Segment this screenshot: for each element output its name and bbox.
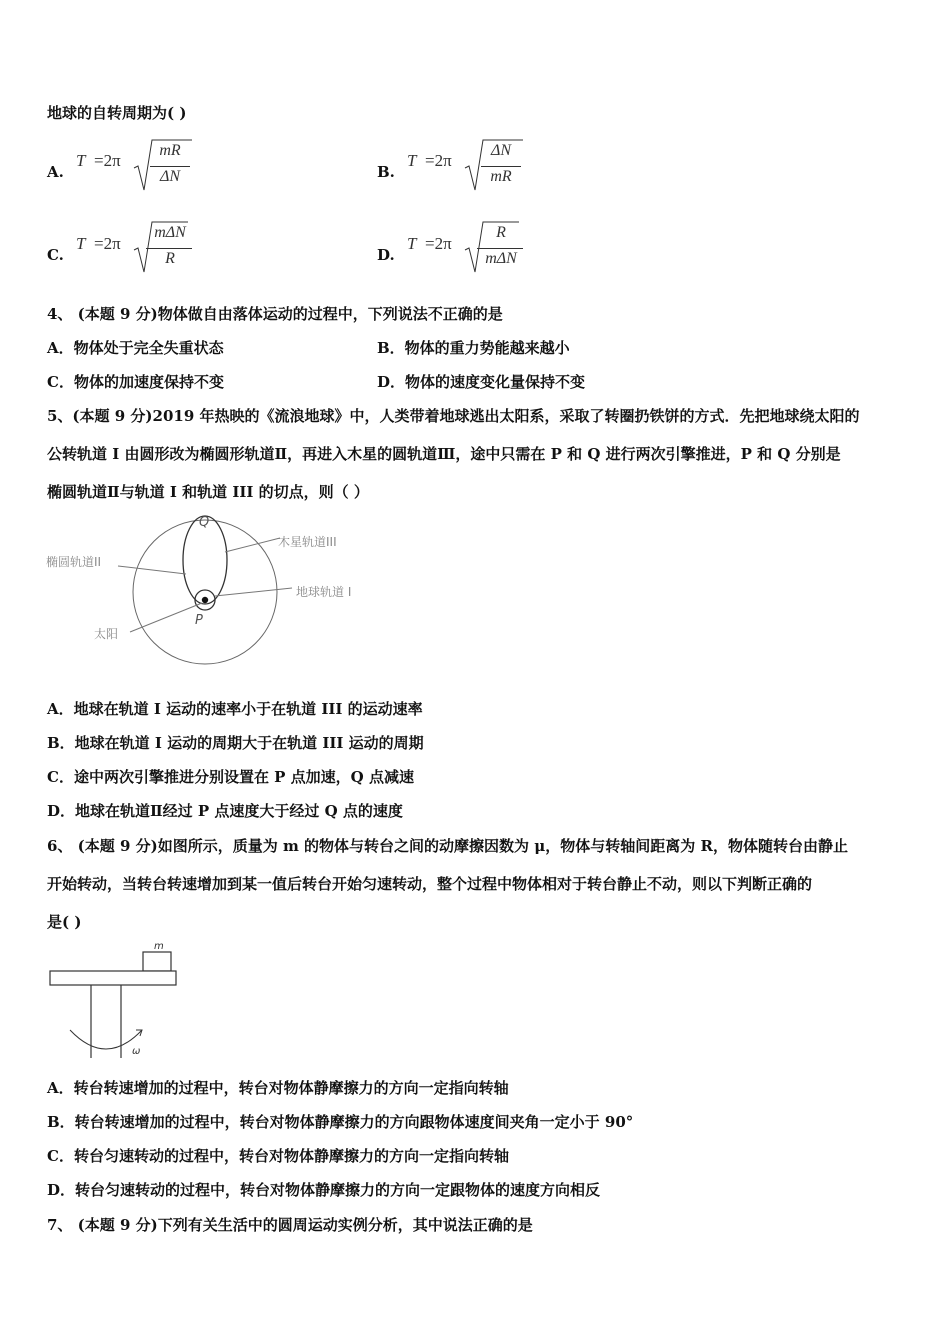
q6-option-d[interactable]: D．转台匀速转动的过程中，转台对物体静摩擦力的方向一定跟物体的速度方向相反 — [47, 1181, 601, 1199]
q5-stem-line-1: 5、(本题 9 分)2019 年热映的《流浪地球》中，人类带着地球逃出太阳系，采取了转圈扔铁饼的方式．先把地球绕太阳的 — [47, 407, 860, 425]
q6-stem-line-1: 6、 (本题 9 分)如图所示，质量为 m 的物体与转台之间的动摩擦因数为 μ，物体与转轴间距离为 R，物体随转台由静止 — [47, 837, 848, 855]
orbit-diagram — [40, 508, 400, 668]
formula-lhs: T — [76, 234, 86, 253]
label-m: m — [154, 941, 164, 952]
q5-option-a[interactable]: A．地球在轨道 I 运动的速率小于在轨道 III 的运动速率 — [47, 700, 423, 718]
q6-stem-line-3: 是( ) — [47, 913, 82, 931]
q3-stem: 地球的自转周期为( ) — [47, 104, 187, 122]
label-ellipse-orbit: 椭圆轨道II — [46, 555, 102, 569]
formula-numerator: ΔN — [490, 142, 512, 159]
formula-eq: =2π — [425, 234, 452, 253]
q3-option-c-label[interactable]: C. — [47, 246, 64, 264]
label-p: P — [195, 613, 203, 628]
q6-option-c[interactable]: C．转台匀速转动的过程中，转台对物体静摩擦力的方向一定指向转轴 — [47, 1147, 509, 1165]
q4-stem: 4、 (本题 9 分)物体做自由落体运动的过程中，下列说法不正确的是 — [47, 305, 503, 323]
formula-numerator: mΔN — [154, 224, 186, 241]
q3-option-a-label[interactable]: A. — [47, 163, 64, 181]
q4-option-d[interactable]: D．物体的速度变化量保持不变 — [377, 373, 586, 391]
formula-lhs: T — [76, 151, 86, 170]
label-sun: 太阳 — [94, 627, 119, 641]
q3-option-b-formula — [407, 138, 547, 194]
formula-denominator: mΔN — [485, 250, 517, 267]
formula-numerator: R — [496, 224, 506, 241]
formula-numerator: mR — [159, 142, 181, 159]
formula-lhs: T — [407, 151, 417, 170]
formula-eq: =2π — [425, 151, 452, 170]
q3-option-b-label[interactable]: B. — [377, 163, 395, 181]
formula-lhs: T — [407, 234, 417, 253]
q3-option-d-label[interactable]: D. — [377, 246, 395, 264]
q7-stem: 7、 (本题 9 分)下列有关生活中的圆周运动实例分析，其中说法正确的是 — [47, 1216, 533, 1234]
q5-option-b[interactable]: B．地球在轨道 I 运动的周期大于在轨道 III 运动的周期 — [47, 734, 424, 752]
q3-option-c-formula — [76, 220, 226, 276]
label-omega: ω — [132, 1046, 141, 1057]
formula-denominator: ΔN — [159, 168, 181, 185]
label-earth-orbit: 地球轨道 I — [296, 585, 352, 599]
sun-dot — [202, 597, 208, 603]
label-q: Q — [199, 515, 210, 530]
turntable-plate — [50, 971, 176, 985]
q3-option-a-formula — [76, 138, 216, 194]
formula-eq: =2π — [94, 151, 121, 170]
formula-eq: =2π — [94, 234, 121, 253]
q6-option-b[interactable]: B．转台转速增加的过程中，转台对物体静摩擦力的方向跟物体速度间夹角一定小于 90° — [47, 1113, 634, 1131]
block-m — [143, 952, 171, 971]
label-jupiter-orbit: 木星轨道III — [278, 535, 337, 549]
q4-option-a[interactable]: A．物体处于完全失重状态 — [47, 339, 224, 357]
q5-stem-line-3: 椭圆轨道Ⅱ与轨道 I 和轨道 III 的切点，则（ ） — [47, 483, 369, 501]
formula-denominator: R — [165, 250, 175, 267]
formula-denominator: mR — [490, 168, 512, 185]
q5-option-c[interactable]: C．途中两次引擎推进分别设置在 P 点加速，Q 点减速 — [47, 768, 414, 786]
q4-option-c[interactable]: C．物体的加速度保持不变 — [47, 373, 224, 391]
q3-option-d-formula — [407, 220, 557, 276]
q6-stem-line-2: 开始转动，当转台转速增加到某一值后转台开始匀速转动，整个过程中物体相对于转台静止不动，则以下判断正确的 — [47, 875, 813, 893]
q5-stem-line-2: 公转轨道 I 由圆形改为椭圆形轨道Ⅱ，再进入木星的圆轨道Ⅲ，途中只需在 P 和 Q 进行两次引擎推进，P 和 Q 分别是 — [47, 445, 841, 463]
q5-option-d[interactable]: D．地球在轨道Ⅱ经过 P 点速度大于经过 Q 点的速度 — [47, 802, 403, 820]
turntable-diagram — [44, 938, 194, 1064]
q6-option-a[interactable]: A．转台转速增加的过程中，转台对物体静摩擦力的方向一定指向转轴 — [47, 1079, 509, 1097]
q4-option-b[interactable]: B．物体的重力势能越来越小 — [377, 339, 570, 357]
